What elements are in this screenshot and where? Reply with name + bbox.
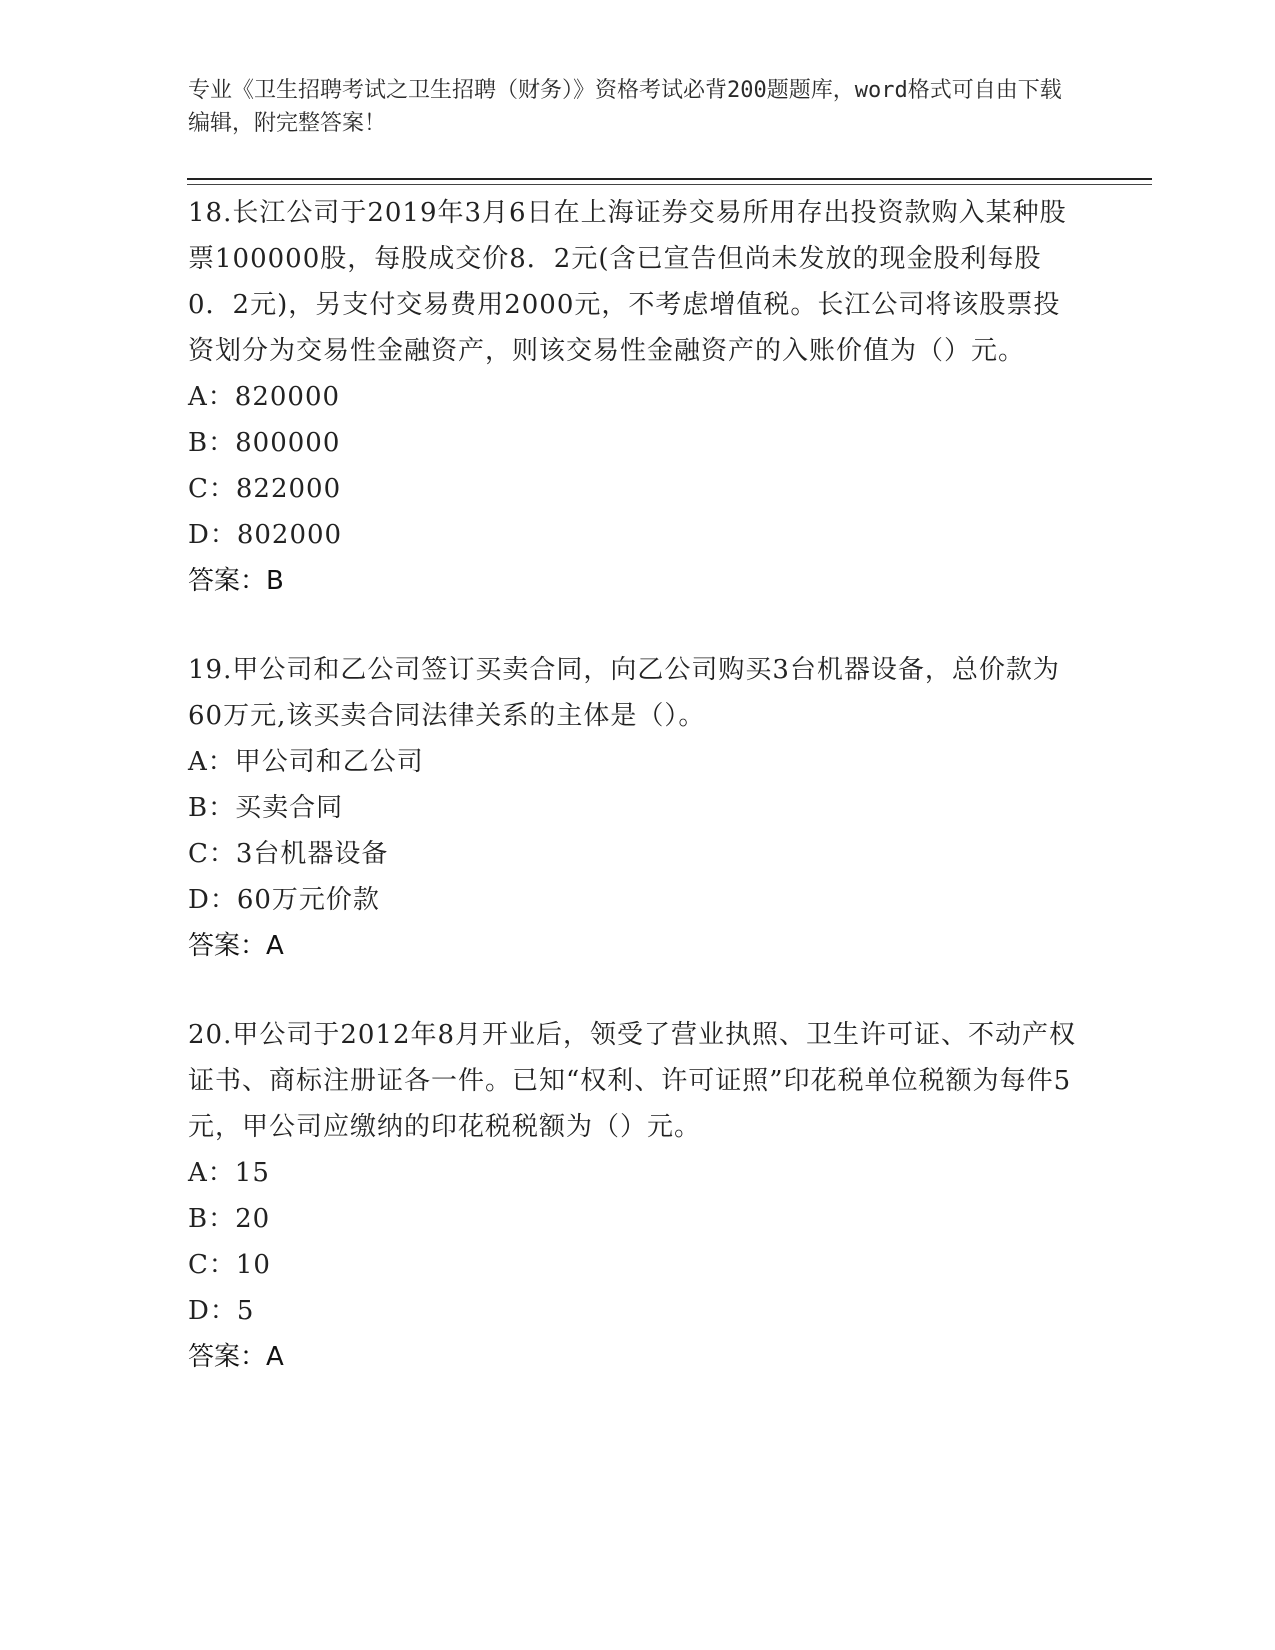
option-c: C：3台机器设备: [188, 839, 389, 869]
option-a: A：甲公司和乙公司: [188, 747, 424, 777]
question-20: [188, 1012, 1078, 1380]
option-a: A：15: [188, 1158, 270, 1188]
option-b: B：20: [188, 1204, 271, 1234]
question-stem: 19.甲公司和乙公司签订买卖合同，向乙公司购买3台机器设备，总价款为60万元,该买卖合同法律关系的主体是（）。: [188, 655, 1060, 731]
option-c: C：822000: [188, 474, 342, 504]
document-header: 专业《卫生招聘考试之卫生招聘（财务）》资格考试必背200题题库，word格式可自由下载编辑，附完整答案！: [188, 78, 1062, 136]
option-a: A：820000: [188, 382, 341, 412]
option-list: [188, 374, 1078, 558]
question-stem: 20.甲公司于2012年8月开业后，领受了营业执照、卫生许可证、不动产权证书、商标注册证各一件。已知“权利、许可证照”印花税单位税额为每件5元，甲公司应缴纳的印花税税额为（）元。: [188, 1020, 1077, 1142]
option-c: C：10: [188, 1250, 271, 1280]
option-d: D：5: [188, 1296, 255, 1326]
option-d: D：60万元价款: [188, 885, 380, 915]
answer-text: 答案：A: [188, 1342, 284, 1372]
option-d: D：802000: [188, 520, 343, 550]
option-list: [188, 739, 1078, 923]
option-b: B：800000: [188, 428, 341, 458]
header-divider-thick: [187, 178, 1152, 180]
question-stem: 18.长江公司于2019年3月6日在上海证券交易所用存出投资款购入某种股票100000股，每股成交价8．2元(含已宣告但尚未发放的现金股利每股0．2元)，另支付交易费用2000元，不考虑增值税。长江公司将该股票投资划分为交易性金融资产，则该交易性金融资产的入账价值为（）元。: [188, 198, 1067, 366]
question-list: [188, 190, 1078, 1423]
header-divider-thin: [187, 184, 1152, 185]
answer-text: 答案：A: [188, 931, 284, 961]
question-19: [188, 647, 1078, 969]
option-b: B：买卖合同: [188, 793, 344, 823]
question-18: [188, 190, 1078, 604]
answer-text: 答案：B: [188, 566, 284, 596]
option-list: [188, 1150, 1078, 1334]
